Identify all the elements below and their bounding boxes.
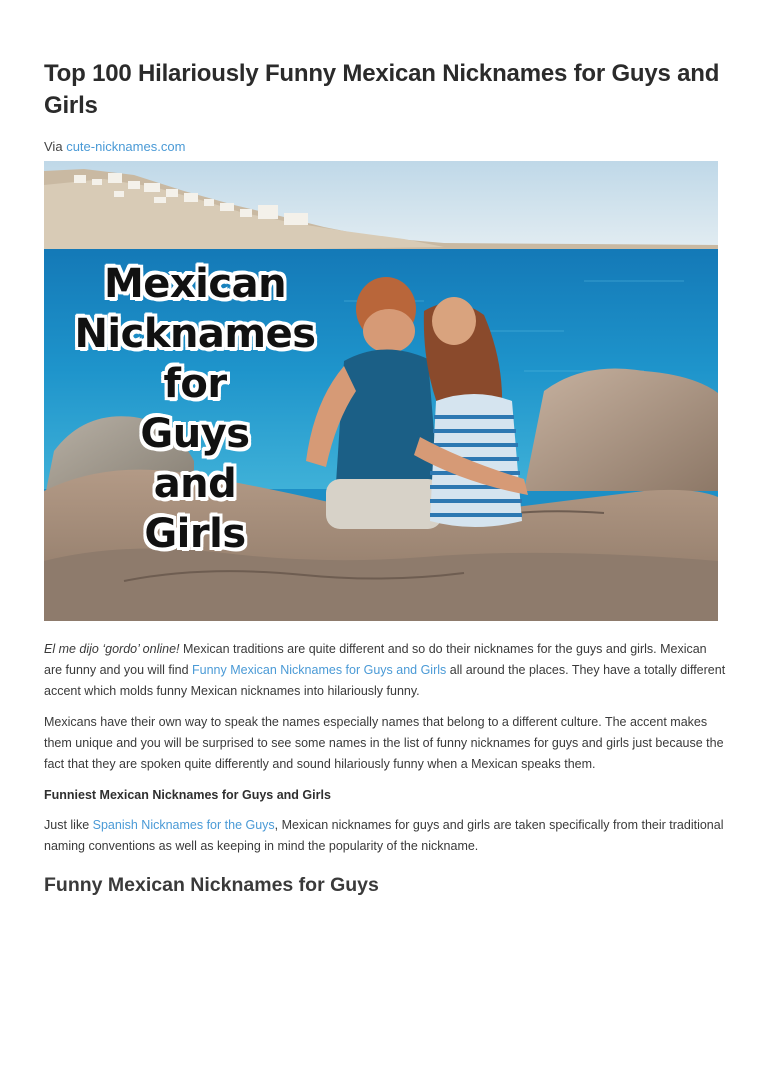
spanish-text-b: , Mexican nicknames for guys and girls are taken specifically from their traditional naming conventions as well as keeping in mind the popularity of the nickname. xyxy=(44,818,724,853)
intro-text-b: all around the places. They have a totally different accent which molds funny Mexican nicknames into hilariously funny. xyxy=(44,663,726,698)
document-page xyxy=(44,0,726,899)
subheading: Funniest Mexican Nicknames for Guys and Girls xyxy=(44,788,331,802)
source-line xyxy=(44,139,726,155)
caption-line: Nicknames xyxy=(74,311,316,357)
spanish-text-a: Just like xyxy=(44,818,93,832)
via-label: Via xyxy=(44,139,63,154)
article-title: Top 100 Hilariously Funny Mexican Nicknames for Guys and Girls xyxy=(44,60,720,119)
spanish-paragraph xyxy=(44,815,726,857)
caption-line: Guys xyxy=(140,411,250,457)
intro-italic: El me dijo ‘gordo’ online! xyxy=(44,642,180,656)
hero-image xyxy=(44,161,718,621)
accent-paragraph: Mexicans have their own way to speak the names especially names that belong to a different culture. The accent makes them unique and you will be surprised to see some names in the list of funny nicknames for guys and girls just because the fact that they are spoken quite differently and sound hilariously funny when a Mexican speaks them. xyxy=(44,715,724,771)
intro-paragraph xyxy=(44,639,726,702)
spanish-nicknames-link[interactable]: Spanish Nicknames for the Guys xyxy=(92,818,275,832)
caption-line: Mexican xyxy=(103,261,287,307)
funny-nicknames-link[interactable]: Funny Mexican Nicknames for Guys and Girls xyxy=(192,663,447,677)
intro-text-a: Mexican traditions are quite different and so do their nicknames for the guys and girls. Mexican are funny and you will find xyxy=(44,642,707,677)
source-link[interactable]: cute-nicknames.com xyxy=(66,139,186,154)
caption-line: Girls xyxy=(144,511,246,557)
hero-caption xyxy=(60,259,330,559)
caption-line: for xyxy=(163,361,227,407)
caption-line: and xyxy=(153,461,237,507)
section-heading: Funny Mexican Nicknames for Guys xyxy=(44,874,379,896)
